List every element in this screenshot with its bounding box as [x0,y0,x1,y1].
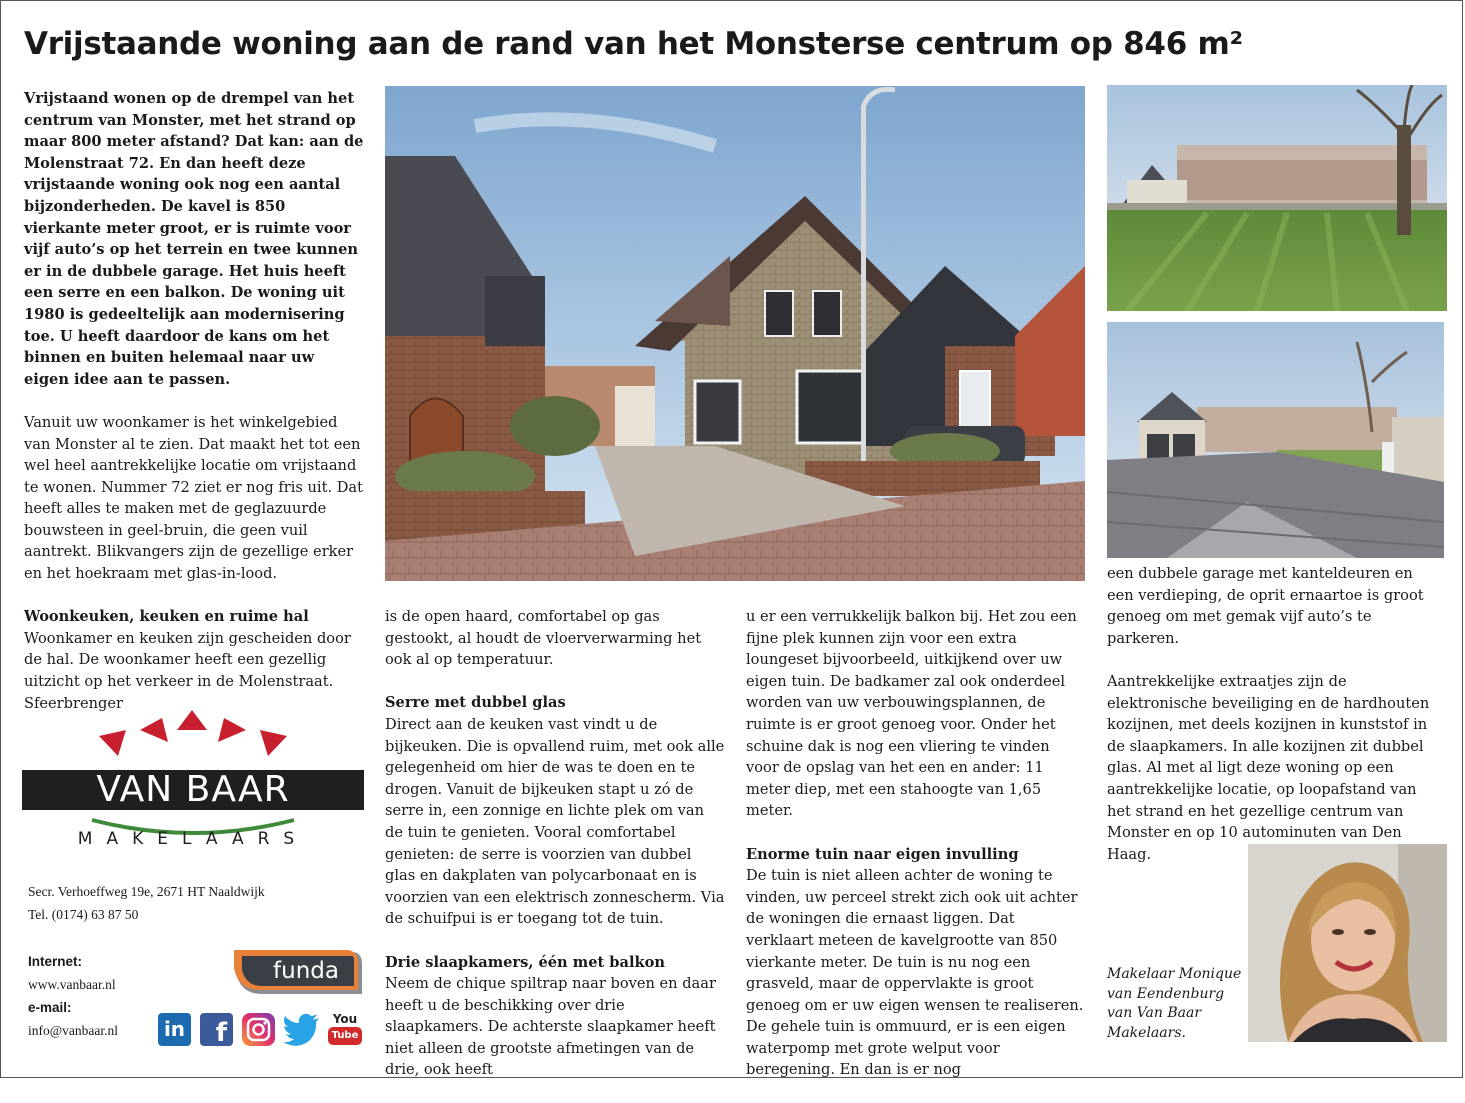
office-phone: Tel. (0174) 63 87 50 [28,907,139,922]
house-front-photo [385,86,1085,581]
body-paragraph: Vanuit uw woonkamer is het winkelgebied van Monster al te zien. Dat maakt het tot een wel heel aantrekkelijke locatie om vrijstaand te wonen. Nummer 72 ziet er nog fris uit. Dat heeft alles te maken met de geglazuurde bouwsteen in geel-bruin, die geen vuil aantrekt. Blikvangers zijn de gezellige erker en het hoekraam met glas-in-lood. [24,413,363,583]
column-1 [24,88,364,736]
van-baar-logo [22,708,364,858]
agent-portrait-photo [1248,844,1447,1042]
linkedin-icon[interactable] [158,1013,191,1046]
body-paragraph: is de open haard, comfortabel op gas gestookt, al houdt de vloerverwarming het ook al op temperatuur. [385,608,702,669]
column-2 [385,606,725,1103]
section-heading: Serre met dubbel glas [385,694,566,712]
office-address: Secr. Verhoeffweg 19e, 2671 HT Naaldwijk [28,884,265,899]
funda-label: funda [273,958,339,984]
logo-triangle [99,730,126,756]
body-paragraph: Direct aan de keuken vast vindt u de bijkeuken. Die is opvallend ruim, met ook alle gelegenheid om hier de was te doen en te drogen. Vanuit de bijkeuken stapt u zó de serre in, een zonnige en lichte plek om van de tuin te genieten. Vooral comfortabel genieten: de serre is voorzien van dubbel glas en dakplaten van polycarbonaat en is voorzien van een elektrisch zonnescherm. Via de schuifpui is er toegang tot de tuin. [385,715,725,928]
internet-label: Internet: [28,954,82,969]
instagram-icon[interactable] [242,1013,275,1046]
logo-subtitle: MAKELAARS [77,829,309,849]
funda-logo[interactable] [234,950,364,996]
driveway-garage-photo [1107,322,1444,558]
body-paragraph: een dubbele garage met kanteldeuren en een verdieping, de oprit ernaartoe is groot genoeg om met gemak vijf auto’s te parkeren. [1107,565,1424,647]
facebook-icon-glyph: f [215,1018,227,1048]
email-link[interactable]: info@vanbaar.nl [28,1023,119,1038]
headline: Vrijstaande woning aan de rand van het Monsterse centrum op 846 m² [24,26,1243,62]
body-paragraph: De tuin is niet alleen achter de woning te vinden, uw perceel strekt zich ook uit achter de woningen die ernaast liggen. Dat verklaart meteen de kavelgrootte van 850 vierkante meter. De tuin is nu nog een grasveld, maar de oppervlakte is groot genoeg om er uw eigen wensen te realiseren. De gehele tuin is ommuurd, er is een eigen waterpomp met grote welput voor beregening. En dan is er nog [746,867,1084,1079]
logo-triangle [218,718,246,742]
section-heading: Woonkeuken, keuken en ruime hal [24,608,309,626]
column-3 [746,606,1084,1103]
section-heading: Enorme tuin naar eigen invulling [746,845,1019,863]
twitter-icon[interactable] [283,1013,321,1046]
body-paragraph: Woonkamer en keuken zijn gescheiden door de hal. De woonkamer heeft een gezellig uitzicht op het verkeer in de Molenstraat. Sfeerbrenger [24,629,351,712]
column-4 [1107,563,1443,887]
youtube-icon-bottom: Tube [328,1027,362,1045]
logo-wordmark: VAN BAAR [96,769,290,810]
logo-triangle [140,718,168,742]
body-paragraph: Neem de chique spiltrap naar boven en daar heeft u de beschikking over drie slaapkamers. De achterste slaapkamer heeft niet alleen de grootste afmetingen van de drie, ook heeft [385,975,716,1079]
lead-paragraph: Vrijstaand wonen op de drempel van het centrum van Monster, met het strand op maar 800 meter afstand? Dat kan: aan de Molenstraat 72. En dan heeft deze vrijstaande woning ook nog een aantal bijzonderheden. De kavel is 850 vierkante meter groot, er is ruimte voor vijf auto’s op het terrein en twee kunnen er in de dubbele garage. Het huis heeft een serre en een balkon. De woning uit 1980 is gedeeltelijk aan modernisering toe. U heeft daardoor de kans om het binnen en buiten helemaal naar uw eigen idee aan te passen. [24,90,364,388]
logo-triangle [260,730,287,756]
garden-photo [1107,85,1447,311]
logo-triangle [177,710,207,730]
agent-caption: Makelaar Monique van Eendenburg van Van Baar Makelaars. [1107,966,1242,1041]
website-link[interactable]: www.vanbaar.nl [28,977,116,992]
email-label: e-mail: [28,1000,72,1015]
youtube-icon[interactable] [328,1011,362,1048]
contact-block [28,880,328,926]
linkedin-icon-glyph: in [163,1017,186,1041]
youtube-icon-top: You [332,1012,358,1026]
body-paragraph: Aantrekkelijke extraatjes zijn de elektronische beveiliging en de hardhouten kozijnen, met deels kozijnen in kunststof in de slaapkamers. In alle kozijnen zit dubbel glas. Al met al ligt deze woning op een aantrekkelijke locatie, op loopafstand van het strand en het gezellige centrum van Monster en op 10 autominuten van Den Haag. [1107,672,1430,863]
body-paragraph: u er een verrukkelijk balkon bij. Het zou een fijne plek kunnen zijn voor een extra loungeset bijvoorbeeld, uitkijkend over uw eigen tuin. De badkamer zal ook onderdeel worden van uw verbouwingsplannen, de ruimte is er groot genoeg voor. Onder het schuine dak is nog een vliering te vinden voor de opslag van het een en ander: 11 meter diep, met een stahoogte van 1,65 meter. [746,608,1077,820]
facebook-icon[interactable] [200,1013,233,1046]
section-heading: Drie slaapkamers, één met balkon [385,953,665,971]
